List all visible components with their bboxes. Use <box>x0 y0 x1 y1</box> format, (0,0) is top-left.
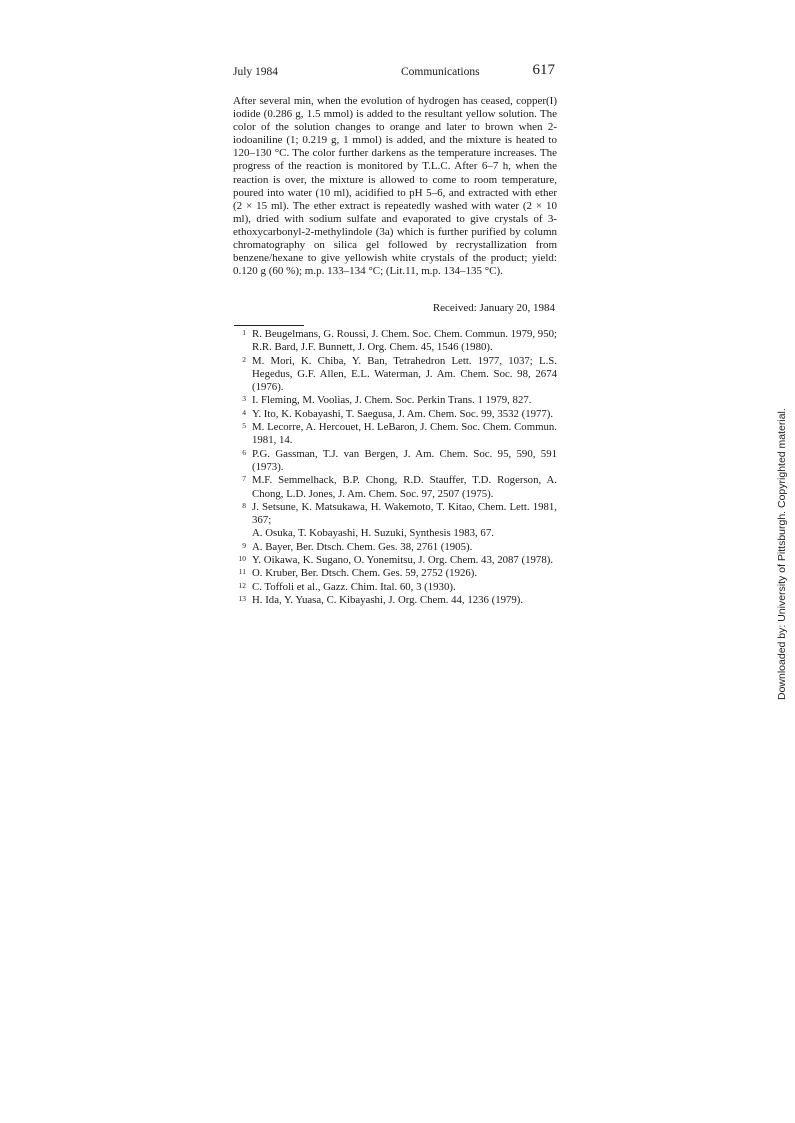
reference-item <box>233 541 557 554</box>
reference-text: Y. Ito, K. Kobayashi, T. Saegusa, J. Am. Chem. Soc. 99, 3532 (1977). <box>252 407 554 420</box>
reference-item <box>233 567 557 580</box>
reference-item <box>233 554 557 567</box>
reference-item <box>233 394 557 407</box>
reference-text: P.G. Gassman, T.J. van Bergen, J. Am. Chem. Soc. 95, 590, 591 (1973). <box>252 447 557 473</box>
reference-number: 7 <box>242 474 246 484</box>
reference-item <box>233 594 557 607</box>
reference-text: C. Toffoli et al., Gazz. Chim. Ital. 60, 3 (1930). <box>252 580 456 593</box>
reference-item <box>233 421 557 448</box>
reference-item <box>233 408 557 421</box>
reference-number: 6 <box>242 447 246 457</box>
reference-text: R. Beugelmans, G. Roussi, J. Chem. Soc. Chem. Commun. 1979, 950; R.R. Bard, J.F. Bunnett, J. Org. Chem. 45, 1546 (1980). <box>252 328 557 354</box>
reference-number: 11 <box>238 567 246 577</box>
reference-text: M.F. Semmelhack, B.P. Chong, R.D. Stauffer, T.D. Rogerson, A. Chong, L.D. Jones, J. Am. Chem. Soc. 97, 2507 (1975). <box>252 474 557 500</box>
reference-number: 10 <box>238 554 246 564</box>
header-journal: Communications <box>401 66 480 78</box>
reference-number: 9 <box>242 540 246 550</box>
reference-text: Y. Oikawa, K. Sugano, O. Yonemitsu, J. Org. Chem. 43, 2087 (1978). <box>252 554 554 567</box>
reference-number: 13 <box>238 593 246 603</box>
page-header <box>233 64 557 82</box>
reference-number: 3 <box>242 394 246 404</box>
download-watermark-text: Downloaded by: University of Pittsburgh. Copyrighted material. <box>776 408 788 700</box>
reference-text: M. Lecorre, A. Hercouet, H. LeBaron, J. Chem. Soc. Chem. Commun. 1981, 14. <box>252 421 557 447</box>
reference-number: 5 <box>242 421 246 431</box>
reference-item <box>233 448 557 475</box>
reference-item <box>233 501 557 528</box>
reference-item <box>233 328 557 355</box>
download-watermark <box>776 380 790 700</box>
reference-text: I. Fleming, M. Voolias, J. Chem. Soc. Perkin Trans. 1 1979, 827. <box>252 394 532 407</box>
header-date: July 1984 <box>233 66 279 78</box>
reference-number: 4 <box>242 407 246 417</box>
references-list <box>233 328 557 607</box>
received-date: Received: January 20, 1984 <box>432 302 555 314</box>
reference-continuation: A. Osuka, T. Kobayashi, H. Suzuki, Synthesis 1983, 67. <box>252 527 494 540</box>
page-number: 617 <box>532 62 555 78</box>
reference-item <box>233 581 557 594</box>
reference-number: 8 <box>242 500 246 510</box>
reference-text: O. Kruber, Ber. Dtsch. Chem. Ges. 59, 2752 (1926). <box>252 567 478 580</box>
reference-text: A. Bayer, Ber. Dtsch. Chem. Ges. 38, 2761 (1905). <box>252 540 473 553</box>
reference-number: 12 <box>238 580 246 590</box>
reference-number: 1 <box>242 328 246 337</box>
reference-item <box>233 355 557 395</box>
reference-text: M. Mori, K. Chiba, Y. Ban, Tetrahedron Lett. 1977, 1037; L.S. Hegedus, G.F. Allen, E.L. Waterman, J. Am. Chem. Soc. 98, 2674 (1976). <box>252 354 557 394</box>
reference-text: H. Ida, Y. Yuasa, C. Kibayashi, J. Org. Chem. 44, 1236 (1979). <box>252 593 524 606</box>
reference-item <box>233 474 557 501</box>
reference-text: J. Setsune, K. Matsukawa, H. Wakemoto, T. Kitao, Chem. Lett. 1981, 367; <box>252 500 557 527</box>
body-paragraph: After several min, when the evolution of hydrogen has ceased, copper(I) iodide (0.286 g, 1.5 mmol) is added to the resultant yellow solution. The color of the solution changes to orange and later to brown when 2-iodoaniline (1; 0.219 g, 1 mmol) is added, and the mixture is heated to 120–130 °C. The color further darkens as the temperature increases. The progress of the reaction is monitored by T.L.C. After 6–7 h, when the reaction is over, the mixture is allowed to come to room temperature, poured into water (10 ml), acidified to pH 5–6, and extracted with ether (2 × 15 ml). The ether extract is repeatedly washed with water (2 × 10 ml), dried with sodium sulfate and evaporated to give crystals of 3-ethoxycarbonyl-2-methylindole (3a) which is further purified by column chromatography on silica gel followed by recrystallization from benzene/hexane to give yellowish white crystals of the product; yield: 0.120 g (60 %); m.p. 133–134 °C; (Lit.11, m.p. 134–135 °C). <box>233 95 557 278</box>
reference-number: 2 <box>242 354 246 364</box>
